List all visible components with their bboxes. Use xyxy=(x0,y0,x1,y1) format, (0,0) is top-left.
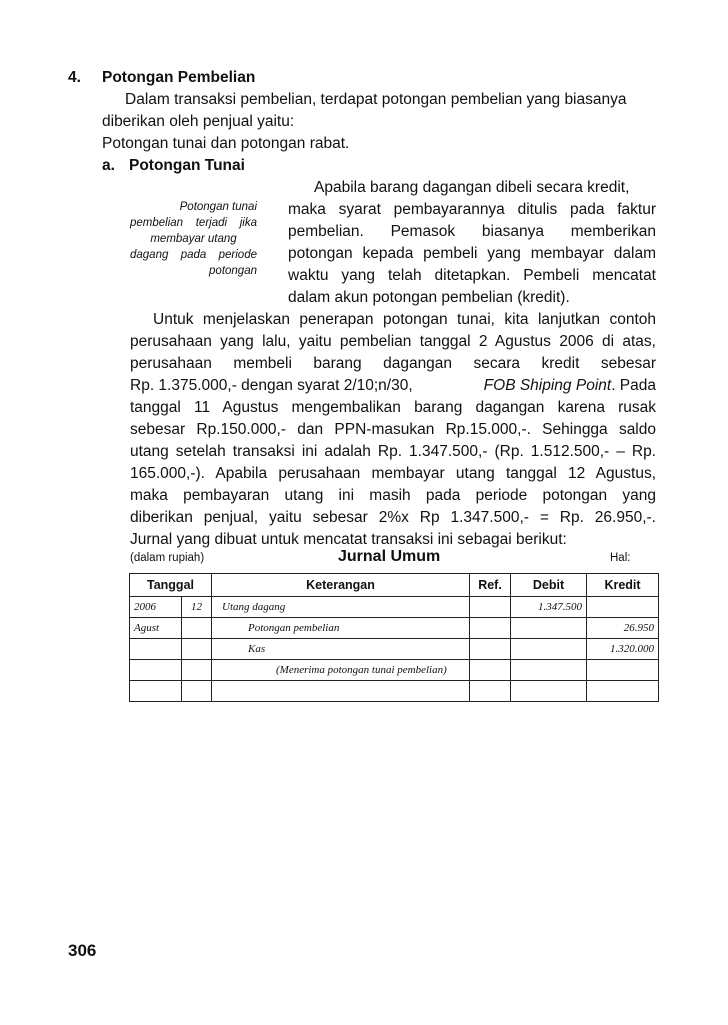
header-credit: Kredit xyxy=(587,574,659,597)
sidenote-line: potongan xyxy=(209,265,257,277)
journal-table xyxy=(129,573,659,702)
para2-line-5: tanggal 11 Agustus mengembalikan barang dagangan karena rusak xyxy=(130,399,656,416)
sidenote-line: membayar utang xyxy=(150,233,237,245)
table-row xyxy=(130,660,659,681)
table-row xyxy=(130,639,659,660)
cell-description: Kas xyxy=(212,639,470,660)
para2-line-10: diberikan penjual, yaitu sebesar 2%x Rp 1.347.500,- = Rp. 26.950,-. xyxy=(130,509,656,526)
cell-date-day: 12 xyxy=(182,597,212,618)
cell-credit xyxy=(587,681,659,702)
cell-credit: 1.320.000 xyxy=(587,639,659,660)
cell-debit xyxy=(511,618,587,639)
table-row xyxy=(130,597,659,618)
cell-ref xyxy=(470,597,511,618)
para1-line-3: pembelian. Pemasok biasanya memberikan xyxy=(288,223,656,240)
header-debit: Debit xyxy=(511,574,587,597)
header-description: Keterangan xyxy=(212,574,470,597)
para2-line-6: sebesar Rp.150.000,- dan PPN-masukan Rp.15.000,-. Sehingga saldo xyxy=(130,421,656,438)
cell-credit xyxy=(587,597,659,618)
para1-line-2: maka syarat pembayarannya ditulis pada faktur xyxy=(288,201,656,218)
para1-line-1: Apabila barang dagangan dibeli secara kredit, xyxy=(314,179,630,196)
cell-description: Potongan pembelian xyxy=(212,618,470,639)
cell-ref xyxy=(470,639,511,660)
cell-date-day xyxy=(182,618,212,639)
para1-line-4: potongan kepada pembeli yang membayar dalam xyxy=(288,245,656,262)
para2-line-4-end: . Pada xyxy=(611,377,656,394)
intro-line-1: Dalam transaksi pembelian, terdapat potongan pembelian yang biasanya xyxy=(125,91,627,108)
fob-term: FOB Shiping Point xyxy=(483,377,612,394)
journal-unit-note: (dalam rupiah) xyxy=(130,552,205,564)
para2-line-11: Jurnal yang dibuat untuk mencatat transaksi ini sebagai berikut: xyxy=(130,531,567,548)
cell-description: (Menerima potongan tunai pembelian) xyxy=(212,660,470,681)
journal-title: Jurnal Umum xyxy=(338,548,441,565)
table-row xyxy=(130,618,659,639)
para2-line-8: 165.000,-). Apabila perusahaan membayar utang tanggal 12 Agustus, xyxy=(130,465,656,482)
cell-date xyxy=(130,681,182,702)
cell-date-day xyxy=(182,660,212,681)
intro-line-3: Potongan tunai dan potongan rabat. xyxy=(102,135,350,152)
cell-ref xyxy=(470,618,511,639)
para2-line-3: perusahaan membeli barang dagangan secara kredit sebesar xyxy=(130,355,656,372)
sidenote-line: Potongan tunai xyxy=(179,201,257,213)
page-number: 306 xyxy=(68,941,97,960)
journal-page-label: Hal: xyxy=(610,552,631,564)
sidenote-line: pembelian terjadi jika xyxy=(130,217,257,229)
cell-date-day xyxy=(182,681,212,702)
cell-ref xyxy=(470,681,511,702)
cell-date xyxy=(130,660,182,681)
table-row xyxy=(130,681,659,702)
journal-header-row xyxy=(130,574,659,597)
para2-line-9: maka pembayaran utang ini masih pada periode potongan yang xyxy=(130,487,656,504)
para2-line-7: utang setelah transaksi ini adalah Rp. 1.347.500,- (Rp. 1.512.500,- – Rp. xyxy=(130,443,656,460)
para2-line-4-term xyxy=(484,375,656,397)
para2-line-1: Untuk menjelaskan penerapan potongan tunai, kita lanjutkan contoh xyxy=(153,311,656,328)
para2-line-4-text: Rp. 1.375.000,- dengan syarat 2/10;n/30, xyxy=(130,377,413,394)
header-date: Tanggal xyxy=(130,574,212,597)
cell-debit xyxy=(511,681,587,702)
cell-credit: 26.950 xyxy=(587,618,659,639)
cell-date xyxy=(130,639,182,660)
cell-debit: 1.347.500 xyxy=(511,597,587,618)
subsection-letter: a. xyxy=(102,157,115,174)
cell-description xyxy=(212,681,470,702)
para1-line-6: dalam akun potongan pembelian (kredit). xyxy=(288,289,570,306)
cell-debit xyxy=(511,639,587,660)
subsection-heading: Potongan Tunai xyxy=(129,157,245,174)
cell-date-month: Agust xyxy=(130,618,182,639)
section-number: 4. xyxy=(68,69,81,86)
para2-line-4 xyxy=(130,375,656,397)
cell-date-day xyxy=(182,639,212,660)
cell-credit xyxy=(587,660,659,681)
intro-line-2: diberikan oleh penjual yaitu: xyxy=(102,113,295,130)
cell-ref xyxy=(470,660,511,681)
cell-date-year: 2006 xyxy=(130,597,182,618)
cell-description: Utang dagang xyxy=(212,597,470,618)
para2-line-2: perusahaan yang lalu, yaitu pembelian tanggal 2 Agustus 2006 di atas, xyxy=(130,333,656,350)
section-heading: Potongan Pembelian xyxy=(102,69,256,86)
cell-debit xyxy=(511,660,587,681)
header-ref: Ref. xyxy=(470,574,511,597)
sidenote-line: dagang pada periode xyxy=(130,249,257,261)
para1-line-5: waktu yang telah ditetapkan. Pembeli mencatat xyxy=(288,267,656,284)
